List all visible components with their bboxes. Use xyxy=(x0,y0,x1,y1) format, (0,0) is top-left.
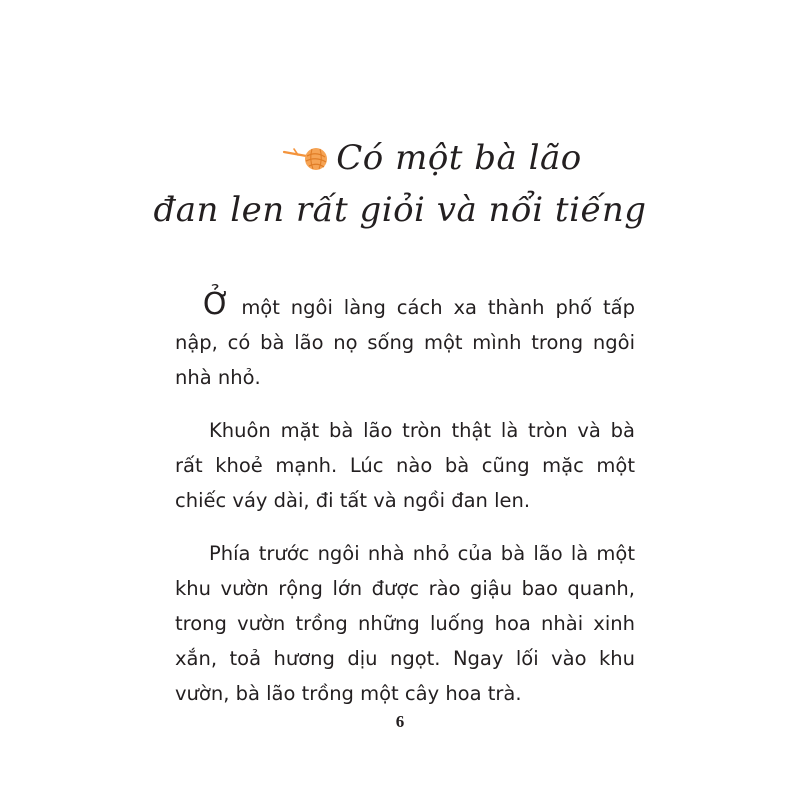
story-body xyxy=(175,287,635,729)
chapter-title-line-1-row xyxy=(0,132,800,184)
chapter-heading xyxy=(0,132,800,236)
chapter-title-line-1: Có một bà lão xyxy=(336,138,582,178)
story-paragraph-2: Khuôn mặt bà lão tròn thật là tròn và bà rất khoẻ mạnh. Lúc nào bà cũng mặc một chiếc váy dài, đi tất và ngồi đan len. xyxy=(175,419,635,512)
story-paragraph-1-text: một ngôi làng cách xa thành phố tấp nập, có bà lão nọ sống một mình trong ngôi nhà nhỏ. xyxy=(175,296,635,389)
yarn-ball-icon xyxy=(282,143,330,173)
story-paragraph-3: Phía trước ngôi nhà nhỏ của bà lão là một khu vườn rộng lớn được rào giậu bao quanh, trong vườn trồng những luống hoa nhài xinh xắn, toả hương dịu ngọt. Ngay lối vào khu vườn, bà lão trồng một cây hoa trà. xyxy=(175,542,635,705)
drop-cap: Ở xyxy=(203,287,231,322)
story-paragraph-1 xyxy=(175,287,635,395)
page-number: 6 xyxy=(395,712,405,731)
chapter-title-line-2: đan len rất giỏi và nổi tiếng xyxy=(153,190,647,230)
